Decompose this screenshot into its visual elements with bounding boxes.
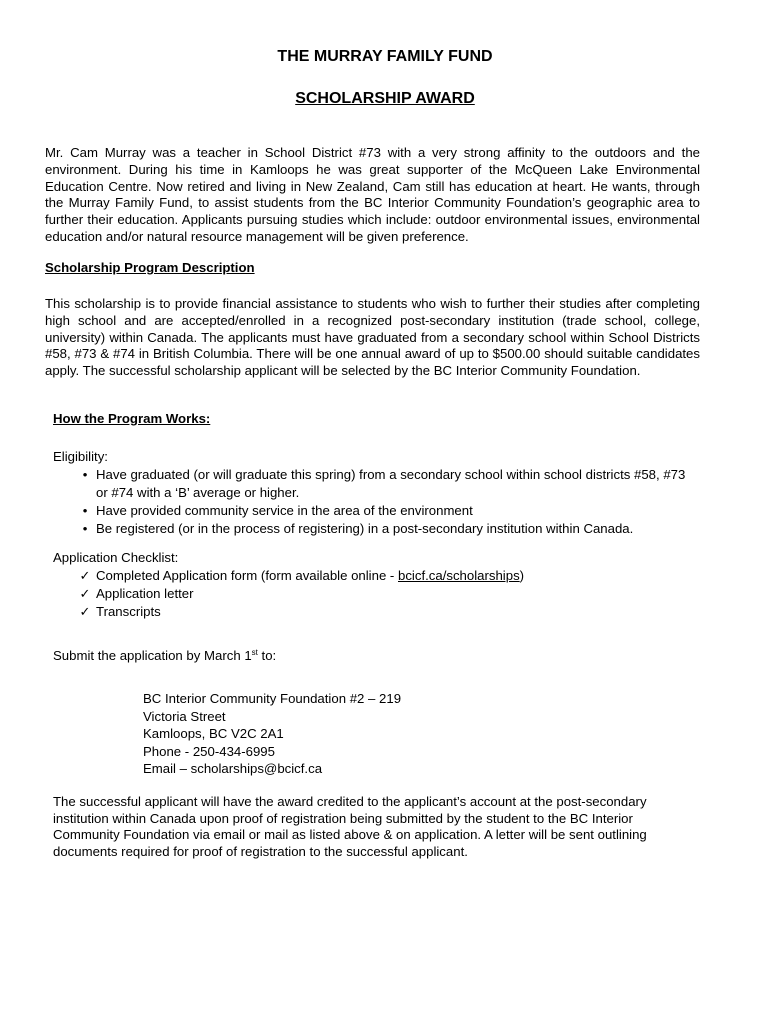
scholarships-link[interactable]: bcicf.ca/scholarships	[398, 568, 520, 583]
document-title: THE MURRAY FAMILY FUND	[277, 48, 493, 65]
list-item	[0, 585, 696, 603]
submit-instruction	[53, 647, 276, 664]
list-item	[0, 603, 696, 621]
eligibility-list	[0, 466, 696, 538]
checklist-item-suffix: )	[519, 568, 525, 583]
checklist-item-text: Application letter	[96, 586, 194, 601]
bullet-icon: •	[82, 521, 88, 536]
checklist-item-text: Transcripts	[96, 604, 161, 619]
eligibility-item-text: Have graduated (or will graduate this spring) from a secondary school within school districts #58, #73 or #74 with a ‘B’ average or higher.	[96, 467, 686, 500]
check-icon: ✓	[79, 568, 91, 583]
program-description-heading: Scholarship Program Description	[45, 260, 255, 275]
program-description-paragraph: This scholarship is to provide financial assistance to students who wish to further their studies after completing high school and are accepted/enrolled in a recognized post-secondary institution (trade school, college, university) within Canada. The applicants must have graduated from a secondary school within School Districts #58, #73 & #74 in British Columbia. There will be one annual award of up to $500.00 should suitable candidates apply. The successful scholarship applicant will be selected by the BC Interior Community Foundation.	[45, 296, 700, 379]
submit-prefix: Submit the application by March 1	[53, 648, 252, 663]
intro-paragraph: Mr. Cam Murray was a teacher in School District #73 with a very strong affinity to the outdoors and the environment. During his time in Kamloops he was great supporter of the McQueen Lake Environmental Education Centre. Now retired and living in New Zealand, Cam still has education at heart. He wants, through the Murray Family Fund, to assist students from the BC Interior Community Foundation’s geographic area to further their education. Applicants pursuing studies which include: outdoor environmental issues, environmental education and/or natural resource management will be given preference.	[45, 145, 700, 244]
application-checklist	[0, 567, 696, 621]
submit-superscript: st	[251, 648, 258, 657]
list-item	[0, 502, 696, 520]
checklist-item-prefix: Completed Application form (form available online -	[96, 568, 398, 583]
list-item	[0, 567, 696, 585]
eligibility-label: Eligibility:	[53, 449, 108, 464]
checklist-label: Application Checklist:	[53, 550, 179, 565]
address-line-2: Victoria Street	[143, 708, 226, 724]
check-icon: ✓	[79, 586, 91, 601]
eligibility-item-text: Have provided community service in the area of the environment	[96, 503, 473, 518]
list-item	[0, 466, 696, 502]
address-line-3: Kamloops, BC V2C 2A1	[143, 726, 284, 741]
how-it-works-heading: How the Program Works:	[53, 411, 211, 426]
eligibility-item-text: Be registered (or in the process of registering) in a post-secondary institution within Canada.	[96, 521, 634, 536]
bullet-icon: •	[82, 467, 88, 482]
address-line-1: BC Interior Community Foundation #2 – 219	[143, 691, 402, 706]
bullet-icon: •	[82, 503, 88, 518]
list-item	[0, 520, 696, 538]
check-icon: ✓	[79, 604, 91, 619]
mailing-address	[143, 690, 401, 778]
address-email: Email – scholarships@bcicf.ca	[143, 761, 323, 776]
closing-paragraph: The successful applicant will have the award credited to the applicant’s account at the post-secondary institution within Canada upon proof of registration being submitted by the student to the BC Interior Community Foundation via email or mail as listed above & on application. A letter will be sent outlining documents required for proof of registration to the successful applicant.	[53, 794, 647, 859]
address-phone: Phone - 250-434-6995	[143, 743, 275, 759]
submit-suffix: to:	[257, 648, 277, 663]
document-subtitle: SCHOLARSHIP AWARD	[295, 90, 475, 107]
